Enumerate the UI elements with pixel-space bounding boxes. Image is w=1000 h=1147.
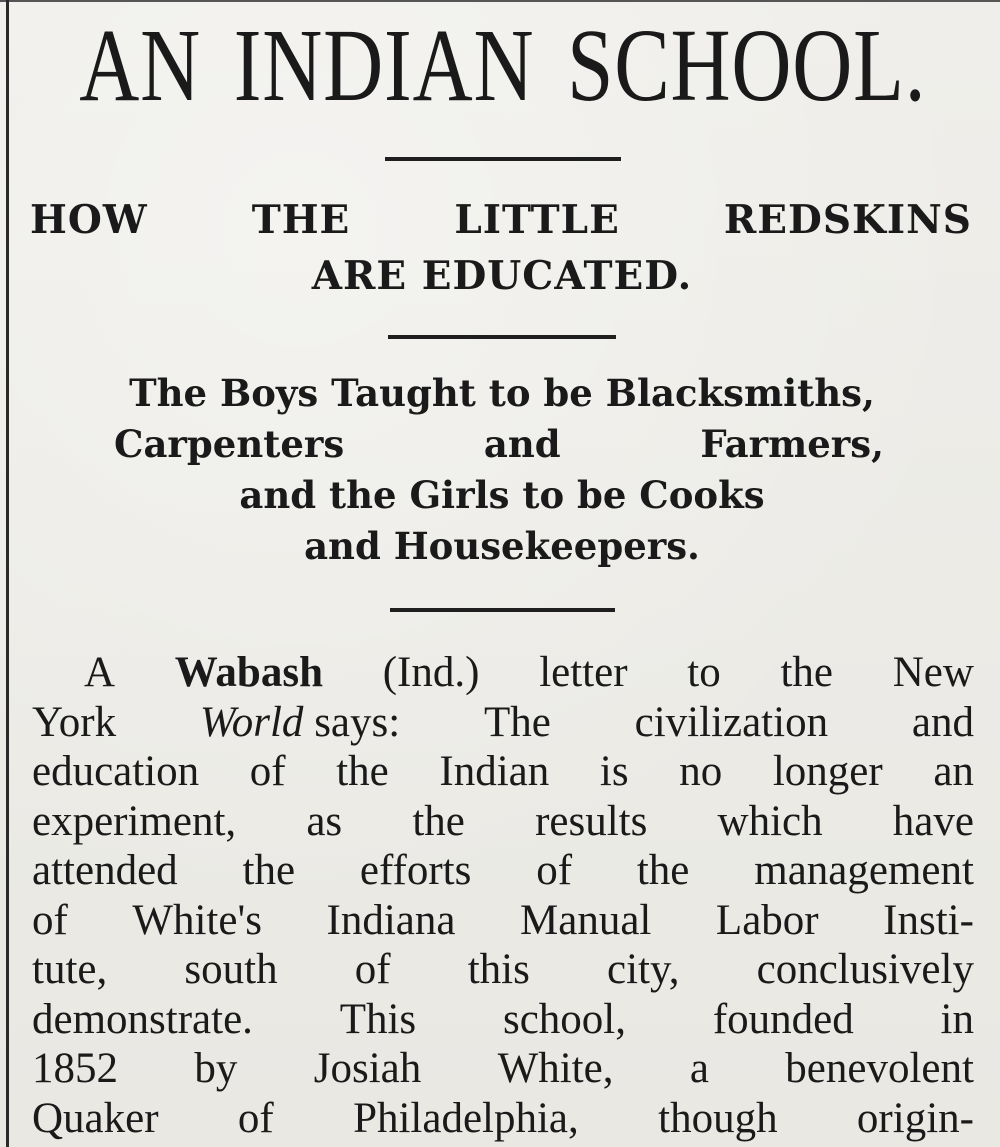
body-word: though — [658, 1094, 778, 1142]
body-word: the — [780, 649, 833, 696]
body-word: letter — [539, 649, 628, 696]
body-word: longer — [772, 748, 883, 795]
body-line — [32, 1044, 974, 1094]
body-word: benevolent — [785, 1045, 974, 1092]
body-word: as — [306, 797, 343, 845]
body-word: a — [689, 1045, 709, 1092]
body-word: Philadelphia, — [353, 1094, 579, 1142]
deck-word: Farmers, — [700, 422, 884, 466]
body-word: an — [933, 748, 974, 795]
body-word: is — [599, 748, 629, 795]
body-word: Indian — [439, 748, 550, 795]
body-word: in — [940, 995, 974, 1043]
deck-word: Carpenters — [114, 422, 345, 466]
subhead — [30, 192, 974, 304]
body-line — [32, 846, 974, 896]
deck-line-3: and the Girls to be Cooks — [239, 473, 765, 517]
subhead-word: HOW — [30, 197, 148, 243]
body-word: Wabash — [174, 649, 323, 696]
deck-line-4: and Housekeepers. — [304, 524, 700, 568]
body-word: the — [412, 797, 465, 845]
body-word: and — [911, 698, 974, 746]
body-word: 1852 — [32, 1045, 118, 1092]
body-word: conclusively — [756, 946, 974, 993]
body-word: the — [336, 748, 389, 795]
body-word: Labor — [715, 896, 819, 944]
body-word: This — [339, 995, 417, 1043]
body-line — [32, 747, 974, 797]
deck — [30, 368, 974, 572]
deck-line-1: The Boys Taught to be Blacksmiths, — [129, 371, 875, 415]
body-word: education — [32, 748, 200, 795]
article-body — [32, 648, 974, 1143]
body-line — [32, 698, 974, 748]
body-word: experiment, — [32, 797, 237, 845]
body-word: attended — [32, 847, 178, 894]
body-word: (Ind.) — [382, 649, 480, 696]
body-word: White's — [132, 896, 262, 944]
body-line — [32, 797, 974, 847]
headline: AN INDIAN SCHOOL. — [79, 8, 927, 123]
body-word: demonstrate. — [32, 995, 253, 1043]
body-word: Indiana — [326, 896, 456, 944]
body-word: York — [32, 698, 117, 746]
body-word: The — [483, 698, 551, 746]
subhead-word: LITTLE — [454, 197, 620, 243]
body-word: the — [242, 847, 296, 894]
deck-line-2 — [30, 419, 974, 470]
body-word: tute, — [32, 946, 108, 993]
body-word: to — [687, 649, 721, 696]
body-word: World says: — [199, 698, 401, 746]
body-word: White, — [497, 1045, 614, 1092]
subhead-word: THE — [251, 197, 351, 243]
body-word: city, — [607, 946, 680, 993]
body-word: Quaker — [32, 1094, 159, 1142]
rule-2 — [388, 335, 616, 339]
body-word: no — [679, 748, 723, 795]
body-word: of — [249, 748, 286, 795]
subhead-line-1 — [30, 192, 974, 248]
body-word: of — [536, 847, 573, 894]
body-word: the — [636, 847, 690, 894]
body-word: of — [32, 896, 68, 944]
body-line — [32, 648, 974, 698]
body-word: school, — [502, 995, 627, 1043]
body-line — [32, 1094, 974, 1144]
subhead-word: REDSKINS — [723, 197, 972, 243]
body-word: have — [892, 797, 974, 845]
body-word: which — [717, 797, 823, 845]
body-word: of — [354, 946, 391, 993]
rule-1 — [385, 157, 621, 161]
body-word: south — [184, 946, 278, 993]
body-word: New — [892, 649, 974, 696]
body-line — [32, 945, 974, 995]
body-word: Manual — [520, 896, 652, 944]
rule-3 — [390, 608, 615, 612]
body-word: of — [237, 1094, 274, 1142]
body-word: this — [467, 946, 530, 993]
body-word: by — [194, 1045, 238, 1092]
body-word: management — [754, 847, 974, 894]
body-word: Insti- — [883, 896, 974, 944]
column-rule — [6, 0, 9, 1147]
body-word: A — [84, 649, 116, 696]
body-word: Josiah — [313, 1045, 422, 1092]
body-word: civilization — [634, 698, 829, 746]
body-word: founded — [712, 995, 854, 1043]
body-line — [32, 995, 974, 1045]
top-border — [0, 0, 1000, 2]
body-line — [32, 896, 974, 946]
deck-word: and — [483, 422, 561, 466]
body-word: efforts — [359, 847, 472, 894]
subhead-line-2: ARE EDUCATED. — [311, 253, 693, 299]
body-word: results — [535, 797, 648, 845]
body-word: origin- — [856, 1094, 974, 1142]
